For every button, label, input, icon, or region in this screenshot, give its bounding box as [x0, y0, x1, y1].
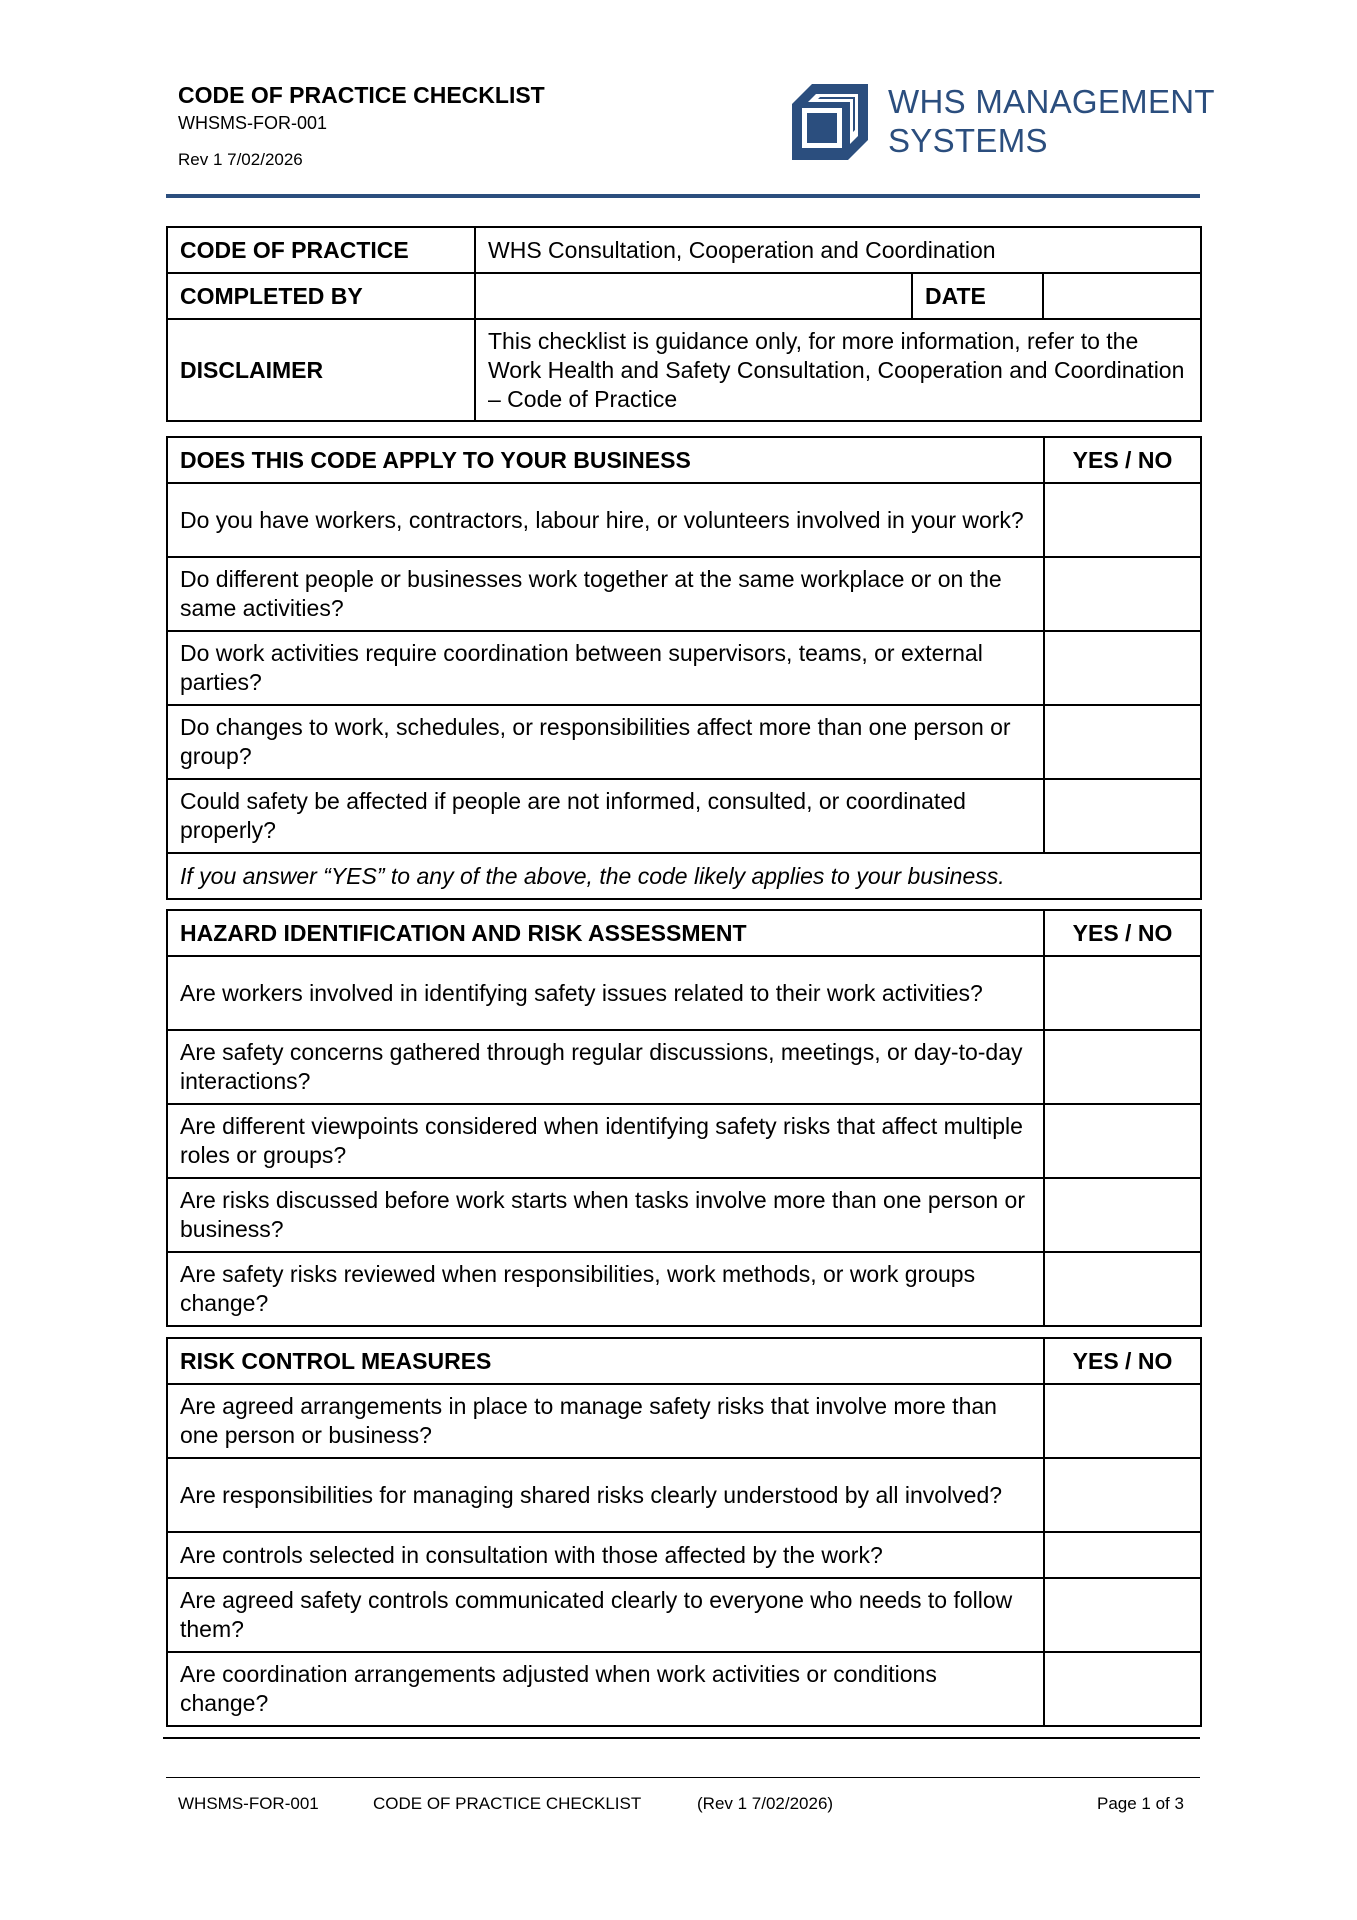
answer-cell[interactable]	[1044, 631, 1201, 705]
applicability-section	[166, 436, 1202, 900]
answer-cell[interactable]	[1044, 956, 1201, 1030]
question-row	[167, 1384, 1201, 1458]
question-row	[167, 483, 1201, 557]
section-heading: HAZARD IDENTIFICATION AND RISK ASSESSMENT	[167, 910, 1044, 956]
question-text: Do you have workers, contractors, labour hire, or volunteers involved in your work?	[167, 483, 1044, 557]
question-row	[167, 1104, 1201, 1178]
yes-no-header: YES / NO	[1044, 910, 1201, 956]
info-row-completed	[167, 273, 1201, 319]
yes-no-header: YES / NO	[1044, 1338, 1201, 1384]
answer-cell[interactable]	[1044, 1532, 1201, 1578]
document-header	[178, 80, 545, 172]
footer-title: CODE OF PRACTICE CHECKLIST	[373, 1794, 642, 1813]
question-text: Are controls selected in consultation with those affected by the work?	[167, 1532, 1044, 1578]
logo-line-1: WHS MANAGEMENT	[888, 83, 1215, 120]
question-text: Are agreed safety controls communicated clearly to everyone who needs to follow them?	[167, 1578, 1044, 1652]
footer-page-number: Page 1 of 3	[1097, 1794, 1184, 1813]
logo-line-2: SYSTEMS	[888, 122, 1048, 159]
cube-logo-icon	[788, 80, 872, 164]
footer-divider-top	[163, 1737, 1200, 1739]
question-text: Are different viewpoints considered when identifying safety risks that affect multiple roles or groups?	[167, 1104, 1044, 1178]
document-title: CODE OF PRACTICE CHECKLIST	[178, 82, 545, 108]
disclaimer-label: DISCLAIMER	[167, 319, 475, 421]
applicability-note-row	[167, 853, 1201, 899]
answer-cell[interactable]	[1044, 1178, 1201, 1252]
header-divider	[166, 194, 1200, 198]
disclaimer-text: This checklist is guidance only, for more information, refer to the Work Health and Safety Consultation, Cooperation and Coordination – Code of Practice	[475, 319, 1201, 421]
question-text: Are workers involved in identifying safety issues related to their work activities?	[167, 956, 1044, 1030]
question-row	[167, 1578, 1201, 1652]
section-header	[167, 437, 1201, 483]
date-field[interactable]	[1043, 273, 1201, 319]
code-of-practice-label: CODE OF PRACTICE	[167, 227, 475, 273]
question-text: Could safety be affected if people are not informed, consulted, or coordinated properly?	[167, 779, 1044, 853]
yes-no-header: YES / NO	[1044, 437, 1201, 483]
code-of-practice-value: WHS Consultation, Cooperation and Coordination	[475, 227, 1201, 273]
answer-cell[interactable]	[1044, 483, 1201, 557]
question-row	[167, 1030, 1201, 1104]
answer-cell[interactable]	[1044, 1104, 1201, 1178]
question-row	[167, 557, 1201, 631]
info-row-code	[167, 227, 1201, 273]
answer-cell[interactable]	[1044, 705, 1201, 779]
question-row	[167, 956, 1201, 1030]
question-text: Do changes to work, schedules, or responsibilities affect more than one person or group?	[167, 705, 1044, 779]
logo-wordmark	[888, 82, 1215, 160]
question-text: Are responsibilities for managing shared risks clearly understood by all involved?	[167, 1458, 1044, 1532]
question-row	[167, 1458, 1201, 1532]
answer-cell[interactable]	[1044, 557, 1201, 631]
answer-cell[interactable]	[1044, 1458, 1201, 1532]
footer-divider	[166, 1777, 1200, 1778]
answer-cell[interactable]	[1044, 1030, 1201, 1104]
applicability-note: If you answer “YES” to any of the above, the code likely applies to your business.	[167, 853, 1201, 899]
question-row	[167, 779, 1201, 853]
date-label: DATE	[912, 273, 1043, 319]
question-row	[167, 1252, 1201, 1326]
info-row-disclaimer	[167, 319, 1201, 421]
completed-by-field[interactable]	[475, 273, 912, 319]
footer-revision: (Rev 1 7/02/2026)	[697, 1794, 834, 1813]
question-text: Do work activities require coordination between supervisors, teams, or external parties?	[167, 631, 1044, 705]
section-heading: RISK CONTROL MEASURES	[167, 1338, 1044, 1384]
document-revision: Rev 1 7/02/2026	[178, 150, 303, 169]
section-header	[167, 1338, 1201, 1384]
answer-cell[interactable]	[1044, 1652, 1201, 1726]
footer-code: WHSMS-FOR-001	[178, 1794, 319, 1813]
question-text: Do different people or businesses work together at the same workplace or on the same activities?	[167, 557, 1044, 631]
question-row	[167, 1532, 1201, 1578]
question-row	[167, 705, 1201, 779]
question-text: Are safety concerns gathered through regular discussions, meetings, or day-to-day interactions?	[167, 1030, 1044, 1104]
hazard-identification-section	[166, 909, 1202, 1327]
question-text: Are safety risks reviewed when responsibilities, work methods, or work groups change?	[167, 1252, 1044, 1326]
answer-cell[interactable]	[1044, 1384, 1201, 1458]
info-table	[166, 226, 1202, 422]
section-header	[167, 910, 1201, 956]
question-text: Are risks discussed before work starts when tasks involve more than one person or business?	[167, 1178, 1044, 1252]
risk-control-section	[166, 1337, 1202, 1727]
completed-by-label: COMPLETED BY	[167, 273, 475, 319]
question-text: Are agreed arrangements in place to manage safety risks that involve more than one person or business?	[167, 1384, 1044, 1458]
question-text: Are coordination arrangements adjusted when work activities or conditions change?	[167, 1652, 1044, 1726]
section-heading: DOES THIS CODE APPLY TO YOUR BUSINESS	[167, 437, 1044, 483]
answer-cell[interactable]	[1044, 1252, 1201, 1326]
question-row	[167, 631, 1201, 705]
document-code: WHSMS-FOR-001	[178, 113, 328, 133]
question-row	[167, 1178, 1201, 1252]
answer-cell[interactable]	[1044, 779, 1201, 853]
answer-cell[interactable]	[1044, 1578, 1201, 1652]
question-row	[167, 1652, 1201, 1726]
